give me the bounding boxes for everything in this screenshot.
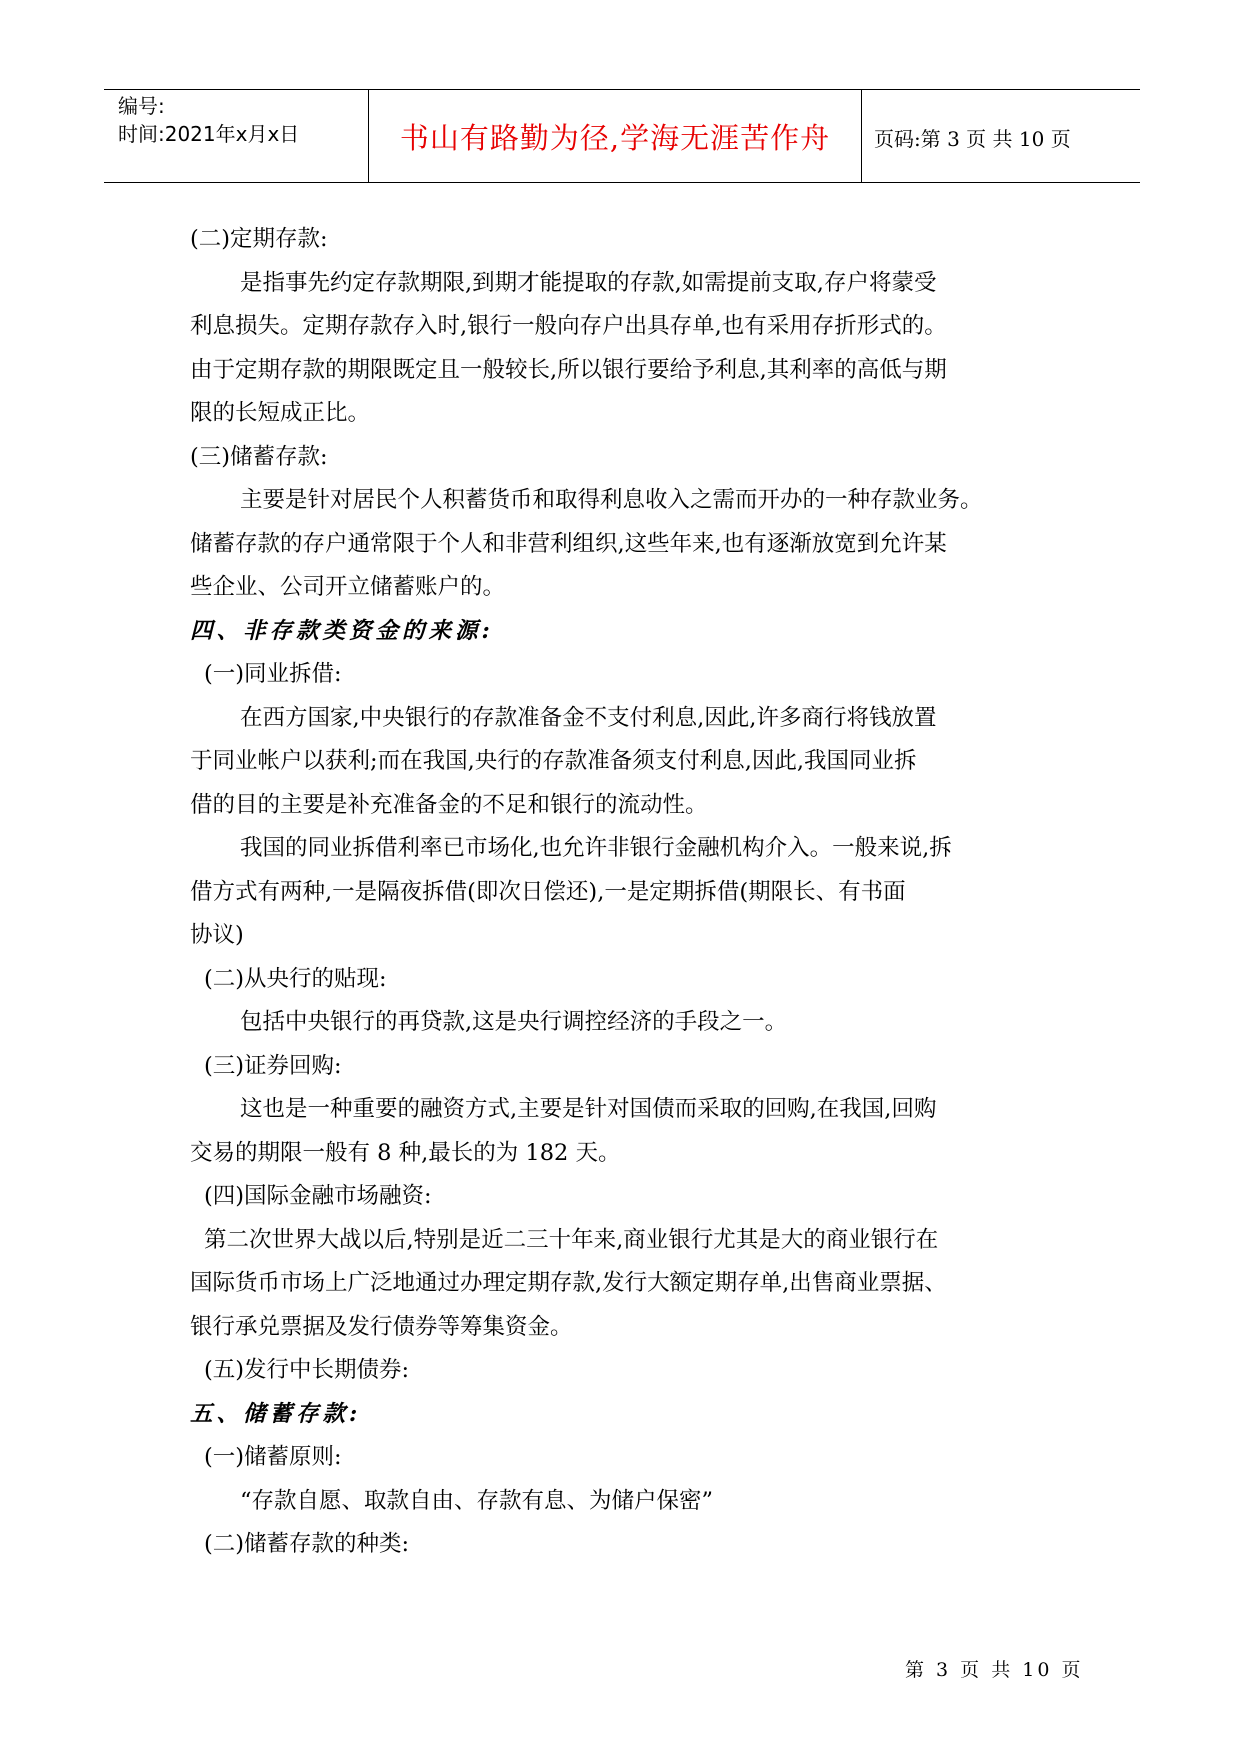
document-number-label: 编号:: [118, 94, 165, 118]
body-line: (三)证券回购:: [204, 1052, 342, 1079]
body-line: (三)储蓄存款:: [190, 443, 328, 470]
body-line: 由于定期存款的期限既定且一般较长,所以银行要给予利息,其利率的高低与期: [190, 356, 947, 383]
body-line: 银行承兑票据及发行债券等筹集资金。: [190, 1313, 573, 1340]
body-line: 是指事先约定存款期限,到期才能提取的存款,如需提前支取,存户将蒙受: [240, 269, 937, 296]
page-footer: 第 3 页 共 10 页: [905, 1659, 1084, 1681]
body-line: (五)发行中长期债券:: [204, 1357, 410, 1383]
body-line: 协议): [190, 922, 244, 948]
body-line: 些企业、公司开立储蓄账户的。: [190, 574, 506, 600]
header-page-cell: [862, 90, 1140, 182]
body-line: (一)同业拆借:: [204, 661, 342, 687]
body-line: 第二次世界大战以后,特别是近二三十年来,商业银行尤其是大的商业银行在: [204, 1226, 939, 1253]
body-line: (二)定期存款:: [190, 226, 328, 252]
document-body: [190, 218, 1070, 1567]
body-line: 包括中央银行的再贷款,这是央行调控经济的手段之一。: [240, 1009, 788, 1035]
body-line: (二)储蓄存款的种类:: [204, 1531, 410, 1557]
body-line: 主要是针对居民个人积蓄货币和取得利息收入之需而开办的一种存款业务。: [240, 487, 983, 513]
document-time-label: 时间:2021年x月x日: [118, 122, 300, 146]
page-header: [104, 89, 1140, 183]
section-heading: 五、储蓄存款:: [190, 1400, 362, 1427]
body-line: 借方式有两种,一是隔夜拆借(即次日偿还),一是定期拆借(期限长、有书面: [190, 878, 906, 905]
body-line: 借的目的主要是补充准备金的不足和银行的流动性。: [190, 791, 708, 818]
body-line: 于同业帐户以获利;而在我国,央行的存款准备须支付利息,因此,我国同业拆: [190, 748, 917, 774]
section-heading: 四、非存款类资金的来源:: [190, 617, 494, 644]
body-line: 限的长短成正比。: [190, 400, 371, 426]
body-line: 利息损失。定期存款存入时,银行一般向存户出具存单,也有采用存折形式的。: [190, 313, 947, 339]
header-motto-cell: [369, 90, 862, 182]
body-line: (一)储蓄原则:: [204, 1444, 342, 1470]
body-line: 交易的期限一般有 8 种,最长的为 182 天。: [190, 1139, 621, 1166]
body-line: (二)从央行的贴现:: [204, 965, 387, 992]
body-line: “存款自愿、取款自由、存款有息、为储户保密”: [240, 1487, 714, 1514]
body-line: 这也是一种重要的融资方式,主要是针对国债而采取的回购,在我国,回购: [240, 1096, 937, 1122]
header-meta-cell: [104, 90, 369, 182]
body-line: 储蓄存款的存户通常限于个人和非营利组织,这些年来,也有逐渐放宽到允许某: [190, 530, 947, 557]
body-line: 我国的同业拆借利率已市场化,也允许非银行金融机构介入。一般来说,拆: [240, 835, 952, 861]
body-line: (四)国际金融市场融资:: [204, 1183, 432, 1209]
body-line: 国际货币市场上广泛地通过办理定期存款,发行大额定期存单,出售商业票据、: [190, 1270, 947, 1296]
header-page-code: 页码:第 3 页 共 10 页: [874, 127, 1071, 151]
body-line: 在西方国家,中央银行的存款准备金不支付利息,因此,许多商行将钱放置: [240, 704, 937, 731]
header-motto: 书山有路勤为径,学海无涯苦作舟: [399, 121, 831, 155]
